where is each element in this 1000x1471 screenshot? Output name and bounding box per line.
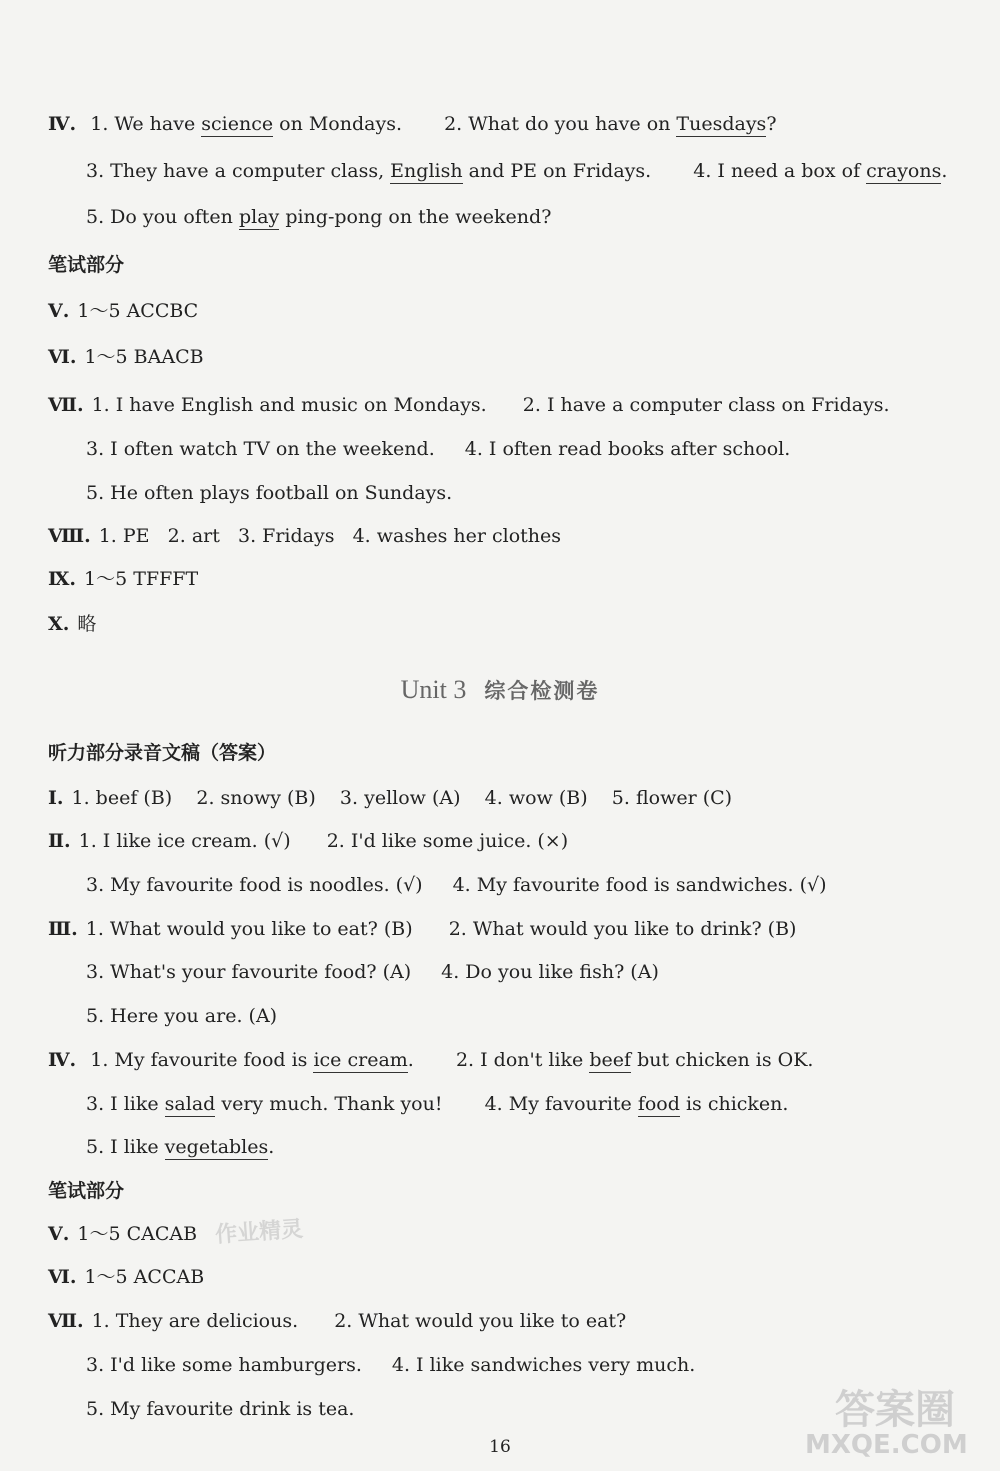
answer-blank: crayons xyxy=(866,160,942,182)
section-vi2: Ⅵ. 1～5 ACCAB xyxy=(48,1266,205,1288)
section-iv-line-1: Ⅳ. 1. We have science on Mondays. 2. What do you have on Tuesdays? xyxy=(48,113,777,135)
section-x: Ⅹ. 略 xyxy=(48,613,97,635)
section-iv-line-2: 3. They have a computer class, English and PE on Fridays. 4. I need a box of crayons. xyxy=(86,160,948,182)
unit-title xyxy=(0,675,1000,705)
written-heading-2: 笔试部分 xyxy=(48,1180,125,1202)
section-vii2-line-1: Ⅶ. 1. They are delicious. 2. What would you like to eat? xyxy=(48,1310,627,1332)
section-viii: Ⅷ. 1. PE 2. art 3. Fridays 4. washes her clothes xyxy=(48,525,561,547)
answer-blank: English xyxy=(390,160,463,182)
section-vii2-line-3: 5. My favourite drink is tea. xyxy=(86,1398,355,1420)
section-vii-line-3: 5. He often plays football on Sundays. xyxy=(86,482,453,504)
section-vii-line-2: 3. I often watch TV on the weekend. 4. I often read books after school. xyxy=(86,438,791,460)
section-iii-line-1: Ⅲ. 1. What would you like to eat? (B) 2. What would you like to drink? (B) xyxy=(48,918,797,940)
section-iii-line-2: 3. What's your favourite food? (A) 4. Do you like fish? (A) xyxy=(86,961,659,983)
unit-number: Unit 3 xyxy=(400,675,467,704)
answer-blank: science xyxy=(201,113,274,135)
section-iv2-line-1: Ⅳ. 1. My favourite food is ice cream. 2. I don't like beef but chicken is OK. xyxy=(48,1049,814,1071)
answer-blank: beef xyxy=(589,1049,632,1071)
section-iii-line-3: 5. Here you are. (A) xyxy=(86,1005,278,1027)
section-iv2-line-3: 5. I like vegetables. xyxy=(86,1136,275,1158)
section-ix: Ⅸ. 1～5 TFFFT xyxy=(48,568,199,590)
page-number: 16 xyxy=(489,1437,511,1457)
section-i: Ⅰ. 1. beef (B) 2. snowy (B) 3. yellow (A) 4. wow (B) 5. flower (C) xyxy=(48,787,733,809)
answer-blank: ice cream xyxy=(313,1049,408,1071)
answer-blank: play xyxy=(238,206,280,228)
answer-blank: vegetables xyxy=(164,1136,269,1158)
section-vi: Ⅵ. 1～5 BAACB xyxy=(48,346,204,368)
section-vii2-line-2: 3. I'd like some hamburgers. 4. I like sandwiches very much. xyxy=(86,1354,696,1376)
section-label: Ⅳ. xyxy=(48,113,77,135)
listening-heading: 听力部分录音文稿（答案） xyxy=(48,742,277,764)
section-vii-line-1: Ⅶ. 1. I have English and music on Mondays. 2. I have a computer class on Fridays. xyxy=(48,394,890,416)
answer-blank: salad xyxy=(164,1093,216,1115)
unit-subtitle: 综合检测卷 xyxy=(484,679,600,703)
watermark-small: 作业精灵 xyxy=(214,1216,304,1249)
section-ii-line-1: Ⅱ. 1. I like ice cream. (√) 2. I'd like some juice. (×) xyxy=(48,830,569,852)
answer-blank: Tuesdays xyxy=(676,113,767,135)
written-heading: 笔试部分 xyxy=(48,254,125,276)
answer-blank: food xyxy=(637,1093,680,1115)
section-v: Ⅴ. 1～5 ACCBC xyxy=(48,300,199,322)
watermark-url: MXQE.COM xyxy=(805,1430,968,1460)
section-iv2-line-2: 3. I like salad very much. Thank you! 4. My favourite food is chicken. xyxy=(86,1093,789,1115)
section-ii-line-2: 3. My favourite food is noodles. (√) 4. My favourite food is sandwiches. (√) xyxy=(86,874,827,896)
section-iv-line-3: 5. Do you often play ping-pong on the weekend? xyxy=(86,206,552,228)
section-v2: Ⅴ. 1～5 CACAB xyxy=(48,1223,198,1245)
watermark-logo: 答案圈 xyxy=(835,1387,955,1433)
